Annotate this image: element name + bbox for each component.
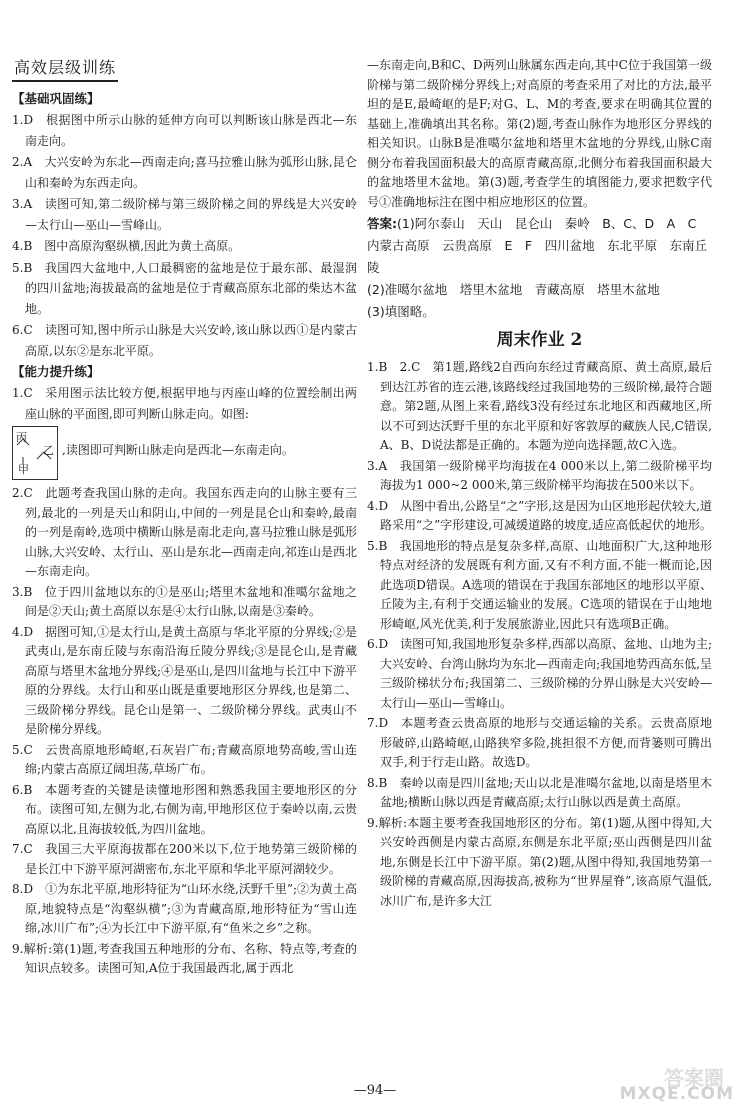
answer-item-tail: ,读图即可判断山脉走向是西北—东南走向。 xyxy=(62,443,294,457)
answer-item: 4.B 图中高原沟壑纵横,因此为黄土高原。 xyxy=(12,239,241,253)
watermark-logo xyxy=(618,1062,740,1104)
answer-item: 3.A 读图可知,第二级阶梯与第三级阶梯之间的界线是大兴安岭—太行山—巫山—雪峰山。 xyxy=(12,197,357,232)
weekly-homework-title: 周末作业 2 xyxy=(496,330,583,350)
mountain-sketch-icon xyxy=(13,427,57,479)
answer-line: (2)准噶尔盆地 塔里木盆地 青藏高原 塔里木盆地 xyxy=(367,282,660,297)
answer-item: 8.B 秦岭以南是四川盆地;天山以北是准噶尔盆地,以南是塔里木盆地;横断山脉以西是青藏高原;太行山脉以西是黄土高原。 xyxy=(367,775,712,809)
mountain-sketch-line xyxy=(12,426,357,480)
answer-item: 5.B 我国地形的特点是复杂多样,高原、山地面积广大,这种地形特点对经济的发展既有利方面,又有不利方面,不能一概而论,因此选项D错误。A选项的错误在于我国东部地区的地形以平原、丘陵为主,有利于交通运输业的发展。C选项的错误在于山地地形崎岖,风光优美,利于发展旅游业,因此只有选项B正确。 xyxy=(367,538,712,631)
answer-item: 1.C 采用图示法比较方便,根据甲地与丙座山峰的位置绘制出两座山脉的平面图,即可判断山脉走向。如图: xyxy=(12,386,357,421)
answer-item: 5.B 我国四大盆地中,人口最稠密的盆地是位于最东部、最湿润的四川盆地;海拔最高的盆地是位于青藏高原东北部的柴达木盆地。 xyxy=(12,260,357,316)
answer-item: 1.B 2.C 第1题,路线2自西向东经过青藏高原、黄土高原,最后到达江苏省的连云港,该路线经过我国地势的三级阶梯,最符合题意。第2题,从图上来看,路线3没有经过东北地区和西藏地区,所以不可到达沃野千里的东北平原和好客敦厚的藏族人民,C错误,A、B、D说法都是正确的。本题为逆向选择题,故C入选。 xyxy=(367,360,712,452)
answer-item: 7.D 本题考查云贵高原的地形与交通运输的关系。云贵高原地形破碎,山路崎岖,山路狭窄多险,挑担很不方便,而背篓则可腾出双手,利于行走山路。故选D。 xyxy=(367,716,712,769)
page-number: —94— xyxy=(353,1083,397,1098)
answer-item: 2.C 此题考查我国山脉的走向。我国东西走向的山脉主要有三列,最北的一列是天山和阴山,中间的一列是昆仑山和秦岭,最南的一列是南岭,选项中横断山脉是南北走向,喜马拉雅山脉是弧形山脉,大兴安岭、太行山、巫山是东北—西南走向,祁连山是西北—东南走向。 xyxy=(12,486,357,578)
answer-label: 答案: xyxy=(367,216,397,231)
answer-item: 9.解析:第(1)题,考查我国五种地形的分布、名称、特点等,考查的知识点较多。读图可知,A位于我国最西北,属于西北 xyxy=(12,941,357,975)
answer-item: 6.C 读图可知,图中所示山脉是大兴安岭,该山脉以西①是内蒙古高原,以东②是东北平原。 xyxy=(12,323,357,358)
watermark-url: MXQE.COM xyxy=(619,1084,734,1104)
answer-item: 4.D 从图中看出,公路呈“之”字形,这是因为山区地形起伏较大,道路采用“之”字形建设,可减缓道路的坡度,适应高低起伏的地形。 xyxy=(367,498,712,532)
answer-item: 5.C 云贵高原地形崎岖,石灰岩广布;青藏高原地势高峻,雪山连绵;内蒙古高原辽阔坦荡,草场广布。 xyxy=(12,742,357,776)
answer-item: 6.B 本题考查的关键是读懂地形图和熟悉我国主要地形区的分布。读图可知,左侧为北,右侧为南,甲地形区位于秦岭以南,云贵高原以北,且海拔较低,为四川盆地。 xyxy=(12,782,357,836)
answer-item: 8.D ①为东北平原,地形特征为“山环水绕,沃野千里”;②为黄土高原,地貌特点是“沟壑纵横”;③为青藏高原,地形特征为“雪山连绵,冰川广布”;④为长江中下游平原,有“鱼米之乡”之称。 xyxy=(12,882,358,935)
answer-item: 9.解析:本题主要考查我国地形区的分布。第(1)题,从图中得知,大兴安岭西侧是内蒙古高原,东侧是东北平原;巫山西侧是四川盆地,东侧是长江中下游平原。第(2)题,从图中得知,我国地势第一级阶梯的青藏高原,因海拔高,被称为“世界屋脊”,该高原气温低,冰川广布,是许多大江 xyxy=(367,815,712,908)
answer-item: 3.B 位于四川盆地以东的①是巫山;塔里木盆地和准噶尔盆地之间是②天山;黄土高原以东是④太行山脉,以南是③秦岭。 xyxy=(12,584,357,618)
answer-item: 1.D 根据图中所示山脉的延伸方向可以判断该山脉是西北—东南走向。 xyxy=(12,113,357,148)
watermark-cn: 答案圈 xyxy=(664,1066,724,1090)
right-column xyxy=(367,56,712,912)
basic-section-title: 【基础巩固练】 xyxy=(12,91,100,106)
mountain-sketch-figure xyxy=(12,426,58,480)
ability-section-title: 【能力提升练】 xyxy=(12,364,100,379)
answer-line: (3)填图略。 xyxy=(367,304,435,319)
answer-item: 2.A 大兴安岭为东北—西南走向;喜马拉雅山脉为弧形山脉,昆仑山和秦岭为东西走向。 xyxy=(12,155,357,190)
answer-item: 3.A 我国第一级阶梯平均海拔在4 000米以上,第二级阶梯平均海拔为1 000~2 000米,第三级阶梯平均海拔在500米以下。 xyxy=(367,458,712,492)
answer-line: (1)阿尔泰山 天山 昆仑山 秦岭 B、C、D A C 内蒙古高原 云贵高原 E F 四川盆地 东北平原 东南丘陵 xyxy=(367,216,709,275)
left-column xyxy=(12,58,357,980)
figure-label-c: 甲 xyxy=(18,463,29,476)
answer-item: 6.D 读图可知,我国地形复杂多样,西部以高原、盆地、山地为主;大兴安岭、台湾山脉均为东北—西南走向;我国地势西高东低,呈三级阶梯状分布;我国第二、三级阶梯的分界山脉是大兴安岭—太行山—巫山—雪峰山。 xyxy=(367,637,712,710)
figure-label-b: 丙 xyxy=(16,431,27,444)
answer-block xyxy=(367,213,712,279)
answer-item: 4.D 据图可知,①是太行山,是黄土高原与华北平原的分界线;②是武夷山,是东南丘陵与东南沿海丘陵分界线;③是昆仑山,是青藏高原与塔里木盆地分界线;④是巫山,是四川盆地与长江中下游平原的分界线。太行山和巫山既是重要地形区分界线,也是第二、三级阶梯分界线。昆仑山是第一、二级阶梯分界线。武夷山不是阶梯分界线。 xyxy=(12,624,357,736)
answer-item: 7.C 我国三大平原海拔都在200米以下,位于地势第三级阶梯的是长江中下游平原河湖密布,东北平原和华北平原河湖较少。 xyxy=(12,842,357,876)
continued-explanation: —东南走向,B和C、D两列山脉属东西走向,其中C位于我国第一级阶梯与第二级阶梯分界线上;对高原的考查采用了对比的方法,最平坦的是E,最崎岖的是F;对G、L、M的考查,要求在明确其位置的基础上,准确填出其名称。第(2)题,考查山脉作为地形区分界线的相关知识。山脉B是准噶尔盆地和塔里木盆地的分界线,山脉C南侧分布着我国面积最大的高原青藏高原,北侧分布着我国面积最大的盆地塔里木盆地。第(3)题,考查学生的填图能力,要求把数字代号①准确地标注在图中相应地形区的位置。 xyxy=(367,58,712,209)
section-header: 高效层级训练 xyxy=(12,58,118,82)
figure-label-a: 乙 xyxy=(43,444,54,457)
